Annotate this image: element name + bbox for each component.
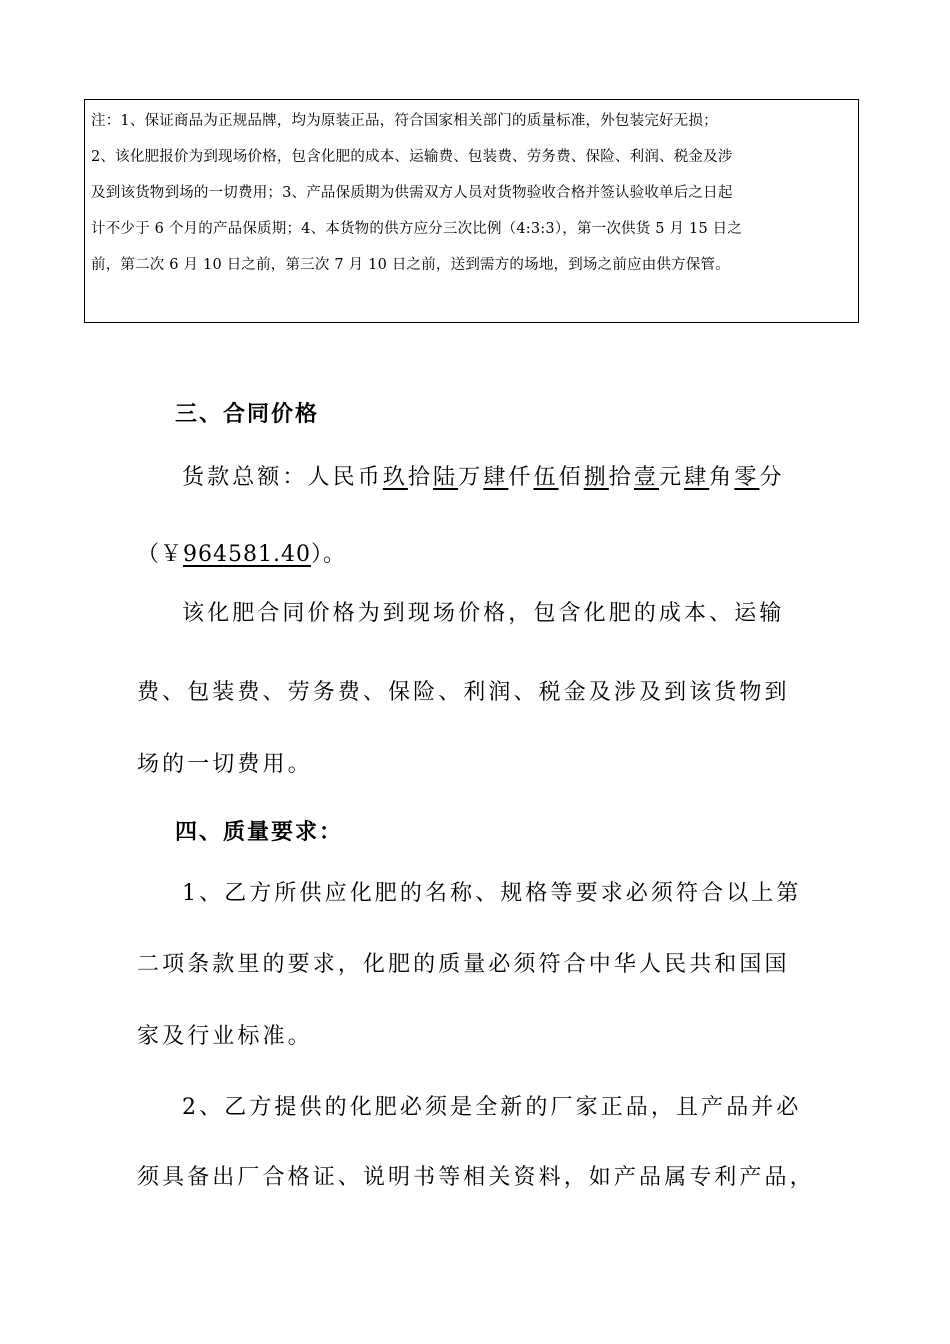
note-line: 及到该货物到场的一切费用；3、产品保质期为供需双方人员对货物验收合格并签认验收单后之日起 (91, 185, 733, 201)
note-line: 前，第二次 6 月 10 日之前，第三次 7 月 10 日之前，送到需方的场地，到场之前应由供方保管。 (91, 257, 730, 273)
amount-unit: 角 (709, 465, 735, 490)
amount-unit: 佰 (558, 465, 584, 490)
amount-prefix: 货款总额：人民币 (182, 465, 383, 490)
amount-unit: 拾 (608, 465, 634, 490)
note-box (84, 99, 859, 323)
amount-digit: 捌 (583, 465, 609, 490)
amount-figure-close: ）。 (311, 542, 347, 567)
amount-digit: 肆 (684, 465, 710, 490)
quality-item-line: 1、乙方所供应化肥的名称、规格等要求必须符合以上第 (182, 881, 802, 906)
amount-in-words (182, 460, 785, 491)
amount-unit: 元 (659, 465, 685, 490)
section-heading-quality: 四、质量要求： (175, 819, 344, 845)
price-paragraph-line: 场的一切费用。 (137, 752, 313, 777)
amount-digit: 零 (734, 465, 760, 490)
price-paragraph-line: 费、包装费、劳务费、保险、利润、税金及涉及到该货物到 (137, 680, 790, 705)
quality-item-line: 须具备出厂合格证、说明书等相关资料，如产品属专利产品， (137, 1165, 815, 1190)
amount-digit: 伍 (533, 465, 559, 490)
amount-unit: 拾 (407, 465, 434, 490)
amount-figure-value: 964581.40 (183, 542, 311, 567)
note-line: 计不少于 6 个月的产品保质期；4、本货物的供方应分三次比例（4:3:3），第一次供货 5 月 15 日之 (91, 221, 743, 237)
note-line: 2、该化肥报价为到现场价格，包含化肥的成本、运输费、包装费、劳务费、保险、利润、税金及涉 (91, 149, 733, 165)
amount-digit: 陆 (433, 465, 459, 490)
amount-unit: 仟 (508, 465, 534, 490)
amount-digit: 壹 (633, 465, 660, 490)
quality-item-line: 二项条款里的要求，化肥的质量必须符合中华人民共和国国 (137, 952, 790, 977)
quality-item-line: 2、乙方提供的化肥必须是全新的厂家正品，且产品并必 (182, 1095, 802, 1120)
amount-in-figures (137, 537, 346, 568)
amount-unit: 分 (759, 465, 785, 490)
amount-digit: 肆 (483, 465, 509, 490)
price-paragraph-line: 该化肥合同价格为到现场价格，包含化肥的成本、运输 (182, 601, 785, 626)
amount-digit: 玖 (382, 465, 408, 490)
amount-figure-open: （￥ (137, 542, 184, 567)
quality-item-line: 家及行业标准。 (137, 1024, 313, 1049)
section-heading-contract-price: 三、合同价格 (175, 401, 320, 427)
amount-unit: 万 (458, 465, 484, 490)
note-line: 注：1、保证商品为正规品牌，均为原装正品，符合国家相关部门的质量标准，外包装完好无损； (91, 113, 718, 129)
